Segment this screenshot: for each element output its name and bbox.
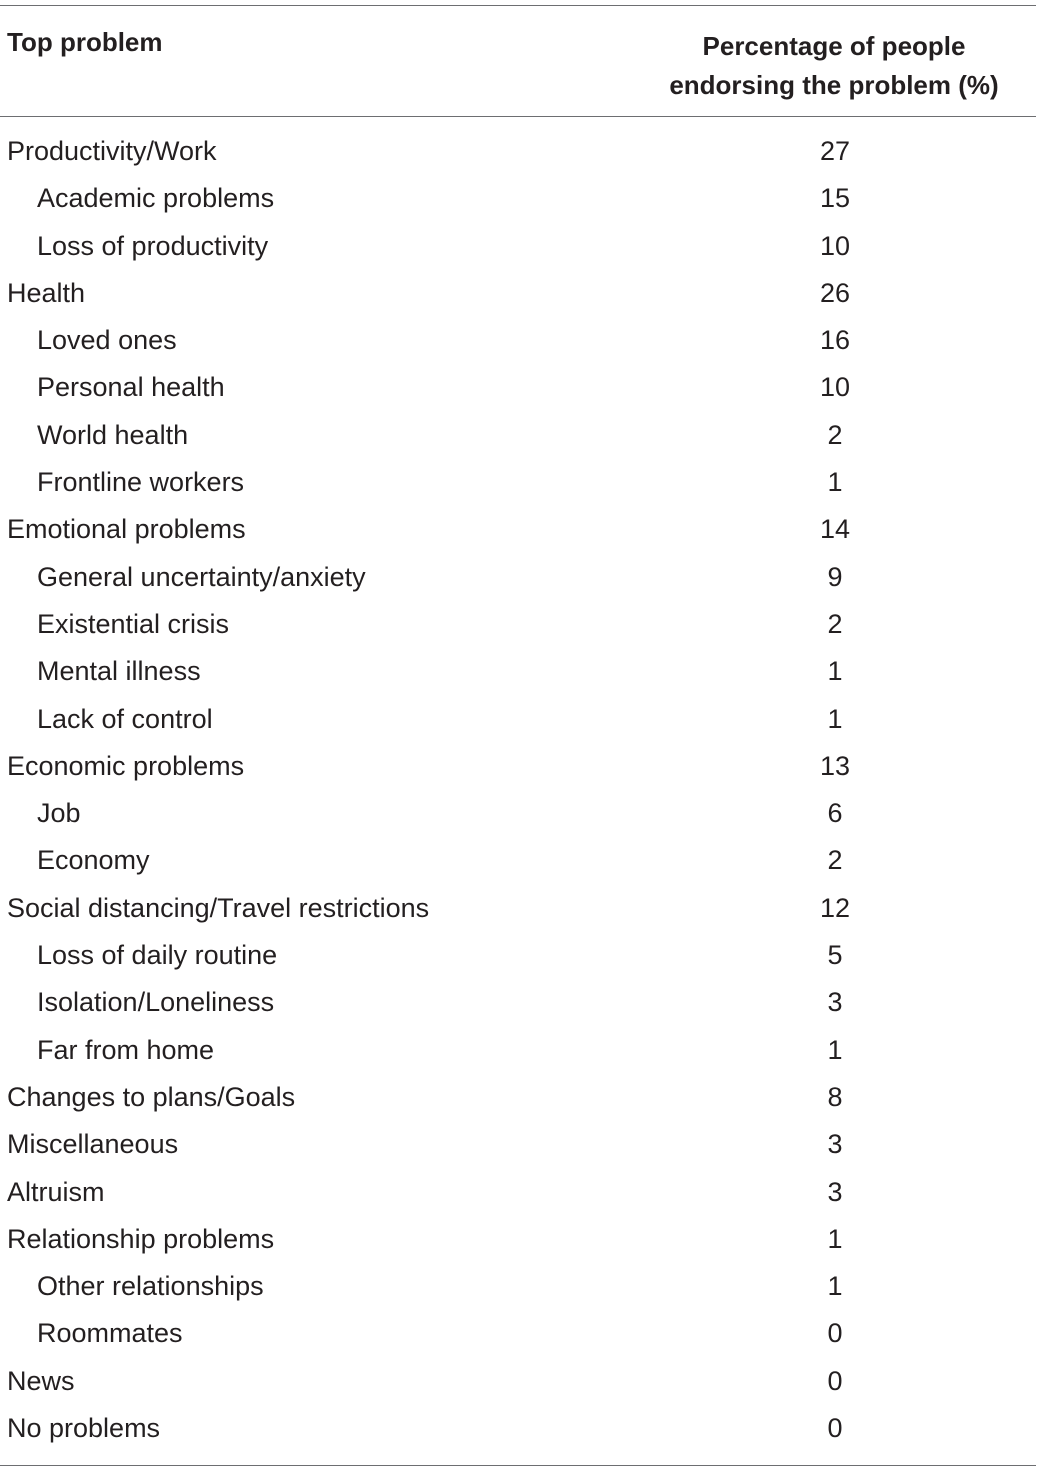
percentage-value: 3	[827, 1129, 843, 1160]
percentage-value: 6	[827, 798, 843, 829]
percentage-value: 14	[819, 514, 851, 545]
table-subrow	[0, 648, 1036, 695]
table-subrow	[0, 790, 1036, 837]
column-header-percentage-line2: endorsing the problem (%)	[669, 70, 999, 100]
table-subrow	[0, 317, 1036, 364]
problem-label: Mental illness	[37, 656, 201, 687]
percentage-value: 2	[827, 419, 843, 450]
problem-label: Lack of control	[37, 703, 213, 734]
table-subrow	[0, 837, 1036, 884]
percentage-value: 16	[819, 325, 851, 356]
problem-label: Loss of productivity	[37, 230, 269, 261]
problem-label: Personal health	[37, 372, 225, 403]
table-row	[0, 506, 1036, 553]
percentage-value: 26	[819, 277, 851, 308]
problem-label: Changes to plans/Goals	[7, 1081, 296, 1112]
percentage-value: 10	[819, 230, 851, 261]
percentage-value: 8	[827, 1081, 843, 1112]
problem-label: Academic problems	[37, 183, 275, 214]
header-divider-rule	[0, 116, 1036, 117]
percentage-value: 0	[827, 1413, 843, 1444]
table-subrow	[0, 1027, 1036, 1074]
problem-label: Emotional problems	[7, 514, 246, 545]
problem-label: Loss of daily routine	[37, 940, 278, 971]
table-subrow	[0, 979, 1036, 1026]
percentage-value: 9	[827, 561, 843, 592]
percentage-value: 1	[827, 1271, 843, 1302]
table-row	[0, 1405, 1036, 1452]
table-subrow	[0, 932, 1036, 979]
problem-label: Far from home	[37, 1034, 215, 1065]
percentage-value: 3	[827, 987, 843, 1018]
problem-label: Social distancing/Travel restrictions	[7, 892, 430, 923]
problem-label: Other relationships	[37, 1271, 264, 1302]
problem-label: Frontline workers	[37, 467, 245, 498]
problem-label: Economy	[37, 845, 150, 876]
table-header	[0, 5, 1036, 116]
table-row	[0, 1121, 1036, 1168]
column-header-percentage	[632, 27, 1036, 105]
table-subrow	[0, 412, 1036, 459]
percentage-value: 13	[819, 750, 851, 781]
table-row	[0, 1169, 1036, 1216]
problem-label: News	[7, 1365, 75, 1396]
column-header-top-problem: Top problem	[7, 27, 163, 57]
table-row	[0, 885, 1036, 932]
percentage-value: 27	[819, 136, 851, 166]
percentage-value: 1	[827, 1034, 843, 1065]
column-header-percentage-line1: Percentage of people	[702, 31, 966, 61]
table-subrow	[0, 1310, 1036, 1357]
table-row	[0, 270, 1036, 317]
table-bottom-rule	[0, 1465, 1036, 1466]
problem-label: Isolation/Loneliness	[37, 987, 275, 1018]
problem-label: Existential crisis	[37, 608, 230, 639]
problem-label: Job	[37, 798, 81, 829]
percentage-value: 2	[827, 608, 843, 639]
problem-label: Productivity/Work	[7, 136, 217, 166]
table-subrow	[0, 223, 1036, 270]
problem-label: Economic problems	[7, 750, 245, 781]
table-subrow	[0, 601, 1036, 648]
problem-label: Altruism	[7, 1176, 105, 1207]
problem-label: World health	[37, 419, 189, 450]
table-subrow	[0, 696, 1036, 743]
problem-label: General uncertainty/anxiety	[37, 561, 366, 592]
problem-label: Relationship problems	[7, 1223, 275, 1254]
table-row	[0, 128, 1036, 175]
table-subrow	[0, 364, 1036, 411]
percentage-value: 5	[827, 940, 843, 971]
table-row	[0, 1358, 1036, 1405]
problem-label: No problems	[7, 1413, 161, 1444]
table-subrow	[0, 554, 1036, 601]
percentage-value: 2	[827, 845, 843, 876]
percentage-value: 3	[827, 1176, 843, 1207]
percentage-value: 12	[819, 892, 851, 923]
percentage-value: 0	[827, 1318, 843, 1349]
table-row	[0, 1074, 1036, 1121]
problem-label: Roommates	[37, 1318, 183, 1349]
percentage-value: 1	[827, 1223, 843, 1254]
problem-label: Health	[7, 277, 86, 308]
percentage-value: 0	[827, 1365, 843, 1396]
percentage-value: 10	[819, 372, 851, 403]
percentage-value: 1	[827, 656, 843, 687]
table-row	[0, 743, 1036, 790]
percentage-value: 15	[819, 183, 851, 214]
table-body	[0, 128, 1036, 1452]
table-row	[0, 1216, 1036, 1263]
table-subrow	[0, 1263, 1036, 1310]
percentage-value: 1	[827, 703, 843, 734]
problem-label: Loved ones	[37, 325, 177, 356]
table-subrow	[0, 459, 1036, 506]
table-subrow	[0, 175, 1036, 222]
problem-label: Miscellaneous	[7, 1129, 179, 1160]
percentage-value: 1	[827, 467, 843, 498]
